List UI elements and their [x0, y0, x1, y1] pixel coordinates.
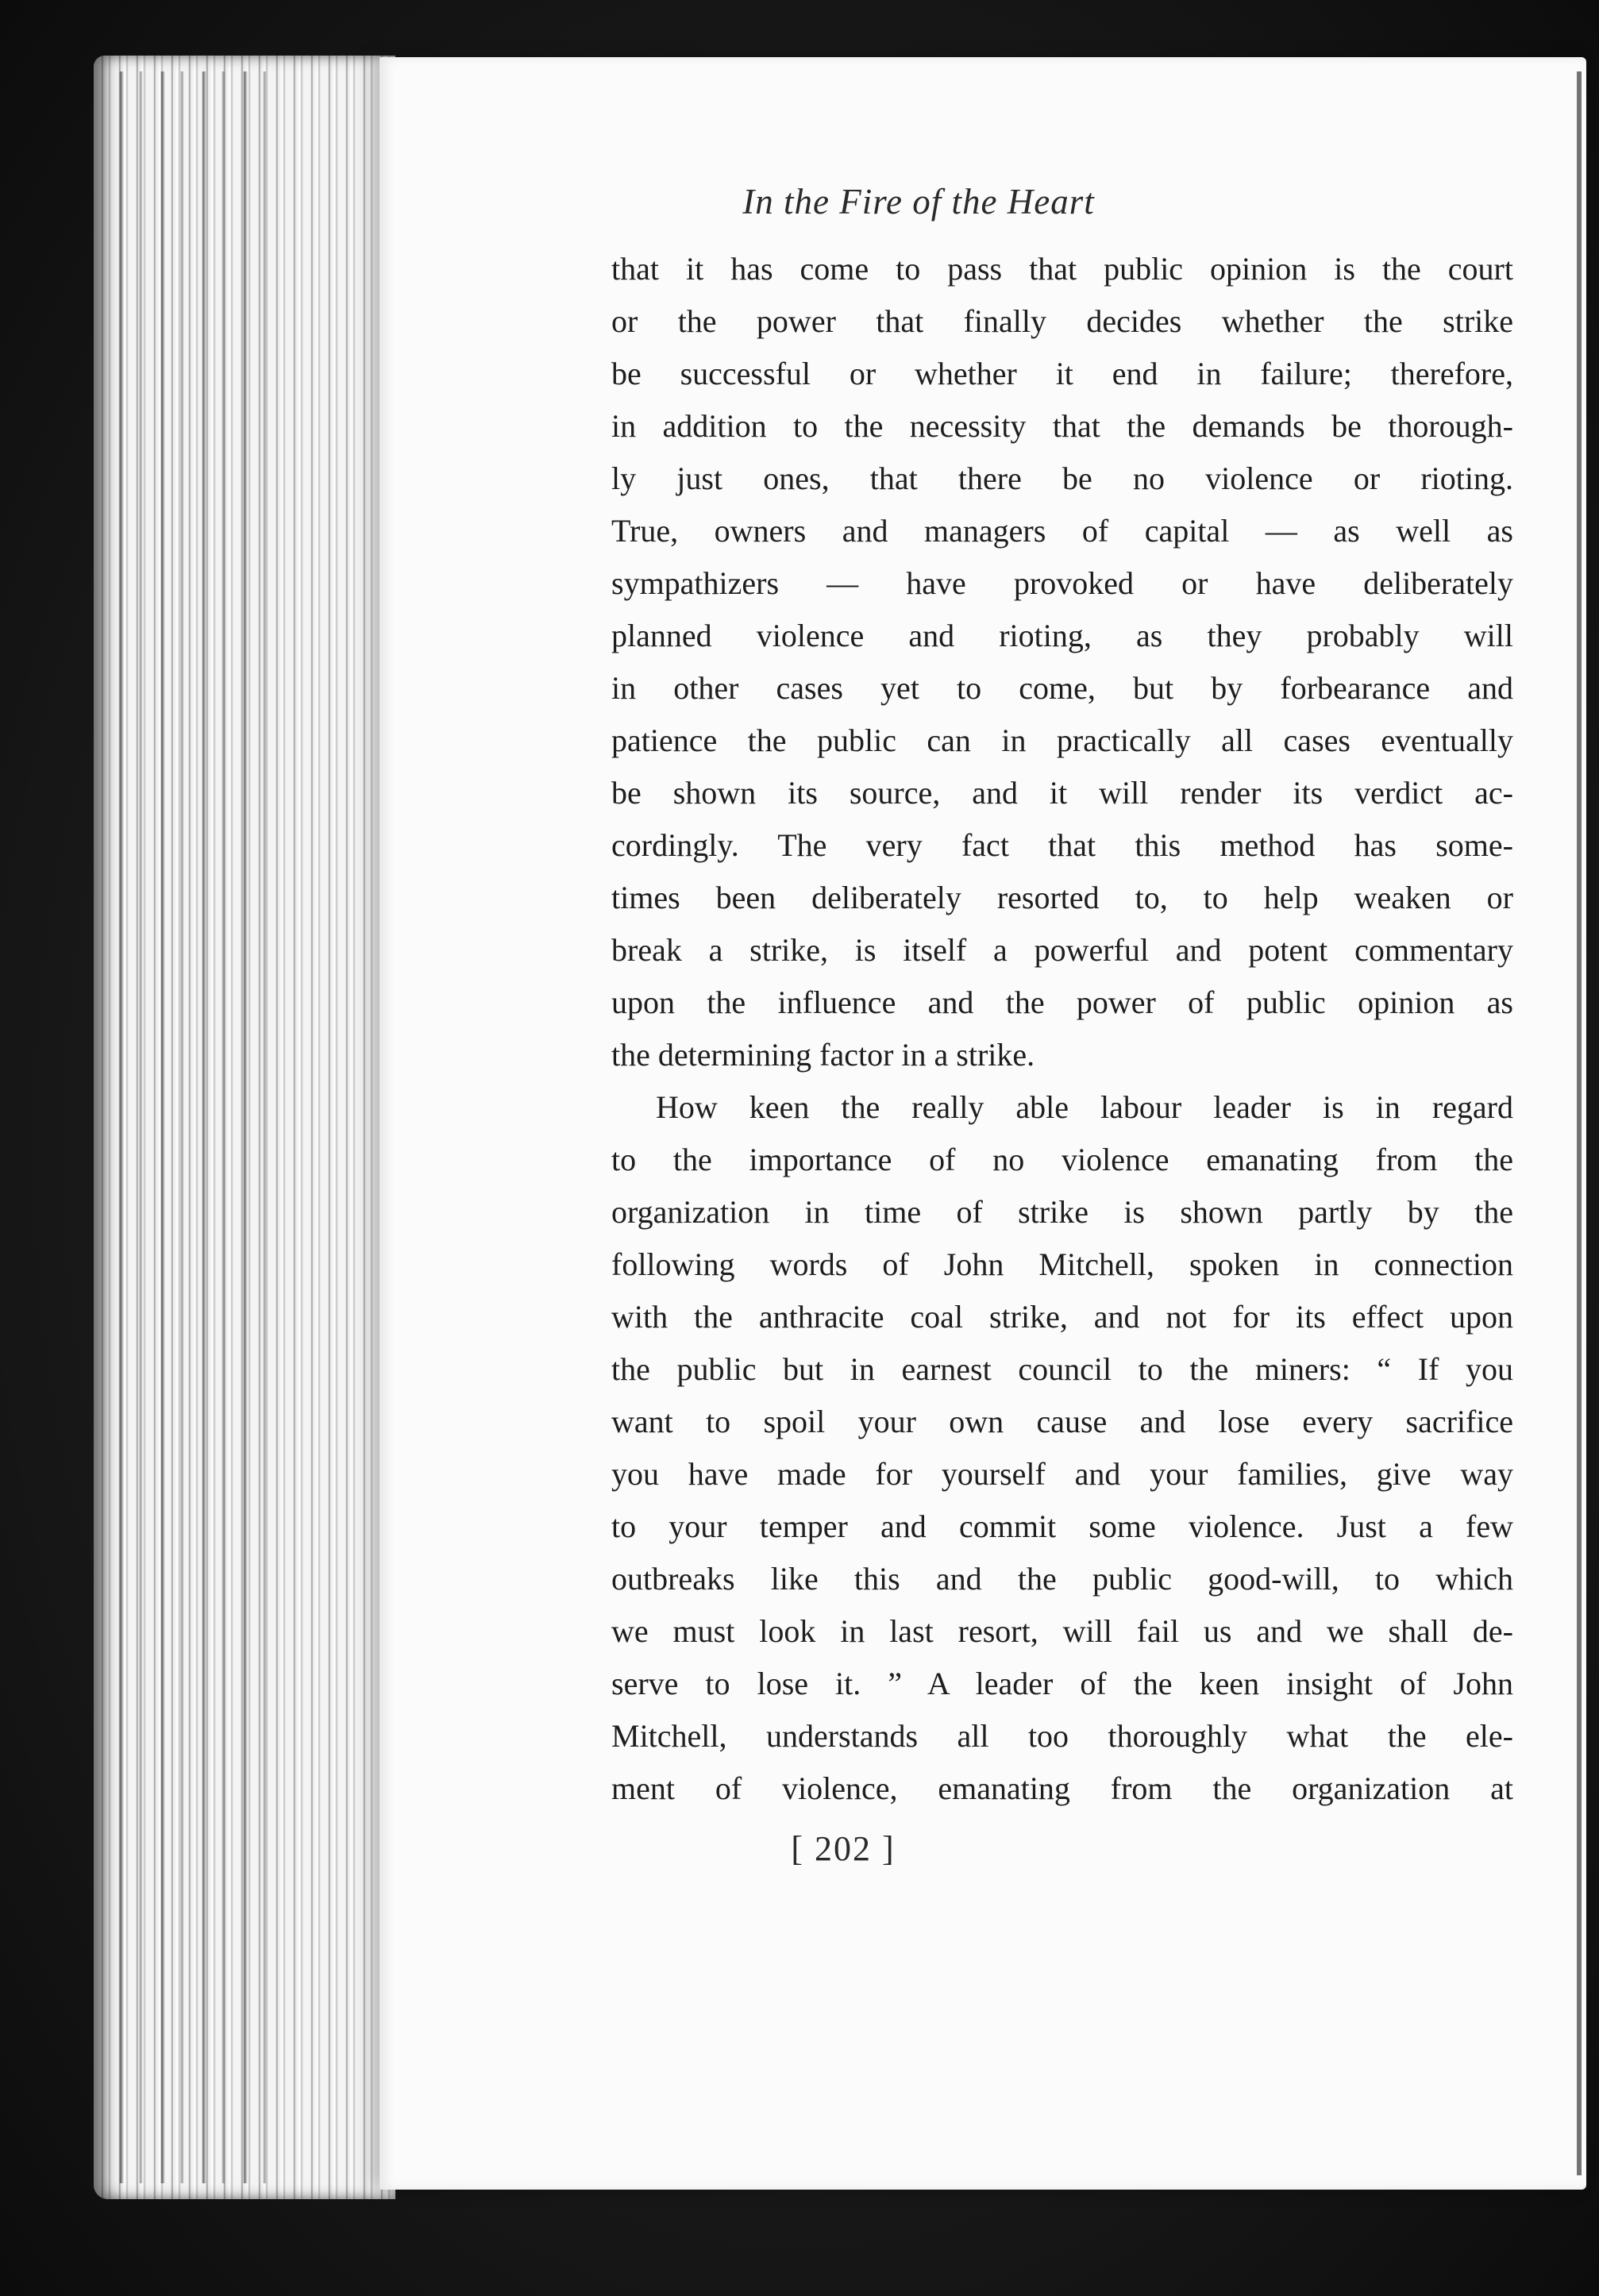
text-line: cordingly. The very fact that this method has some- — [611, 827, 1513, 863]
text-line: the public but in earnest council to the miners: “ If you — [611, 1351, 1513, 1387]
body-text — [611, 243, 1513, 1815]
paragraph-2 — [611, 1081, 1513, 1815]
text-line: ly just ones, that there be no violence or rioting. — [611, 460, 1513, 496]
text-line: to the importance of no violence emanating from the — [611, 1142, 1513, 1177]
text-line: patience the public can in practically all cases eventually — [611, 722, 1513, 758]
text-line: with the anthracite coal strike, and not for its effect upon — [611, 1299, 1513, 1335]
text-line: be shown its source, and it will render its verdict ac- — [611, 775, 1513, 811]
text-line: sympathizers — have provoked or have deliberately — [611, 565, 1513, 601]
text-line: in other cases yet to come, but by forbearance and — [611, 670, 1513, 706]
text-line: to your temper and commit some violence. Just a few — [611, 1508, 1513, 1544]
page-number: [ 202 ] — [791, 1829, 896, 1868]
text-line: you have made for yourself and your families, give way — [611, 1456, 1513, 1492]
text-line: True, owners and managers of capital — as well as — [611, 513, 1513, 549]
text-line: outbreaks like this and the public good-will, to which — [611, 1561, 1513, 1597]
text-line: we must look in last resort, will fail us and we shall de- — [611, 1613, 1513, 1649]
text-line: that it has come to pass that public opinion is the court — [611, 251, 1513, 287]
text-line: the determining factor in a strike. — [611, 1037, 1035, 1073]
text-line: be successful or whether it end in failure; therefore, — [611, 356, 1513, 391]
text-line: serve to lose it. ” A leader of the keen insight of John — [611, 1666, 1513, 1701]
paragraph-1 — [611, 243, 1513, 1081]
running-head: In the Fire of the Heart — [742, 182, 1095, 222]
text-line: organization in time of strike is shown partly by the — [611, 1194, 1513, 1230]
text-line: Mitchell, understands all too thoroughly what the ele- — [611, 1718, 1513, 1754]
text-line: planned violence and rioting, as they probably will — [611, 618, 1513, 653]
text-line: or the power that finally decides whether the strike — [611, 303, 1513, 339]
text-line: want to spoil your own cause and lose every sacrifice — [611, 1404, 1513, 1439]
text-line: break a strike, is itself a powerful and potent commentary — [611, 932, 1513, 968]
text-line: upon the influence and the power of public opinion as — [611, 984, 1513, 1020]
text-line: in addition to the necessity that the demands be thorough- — [611, 408, 1513, 444]
text-line: following words of John Mitchell, spoken in connection — [611, 1246, 1513, 1282]
text-line: How keen the really able labour leader is in regard — [656, 1089, 1513, 1125]
text-line: ment of violence, emanating from the organization at — [611, 1770, 1513, 1806]
text-line: times been deliberately resorted to, to help weaken or — [611, 880, 1513, 915]
